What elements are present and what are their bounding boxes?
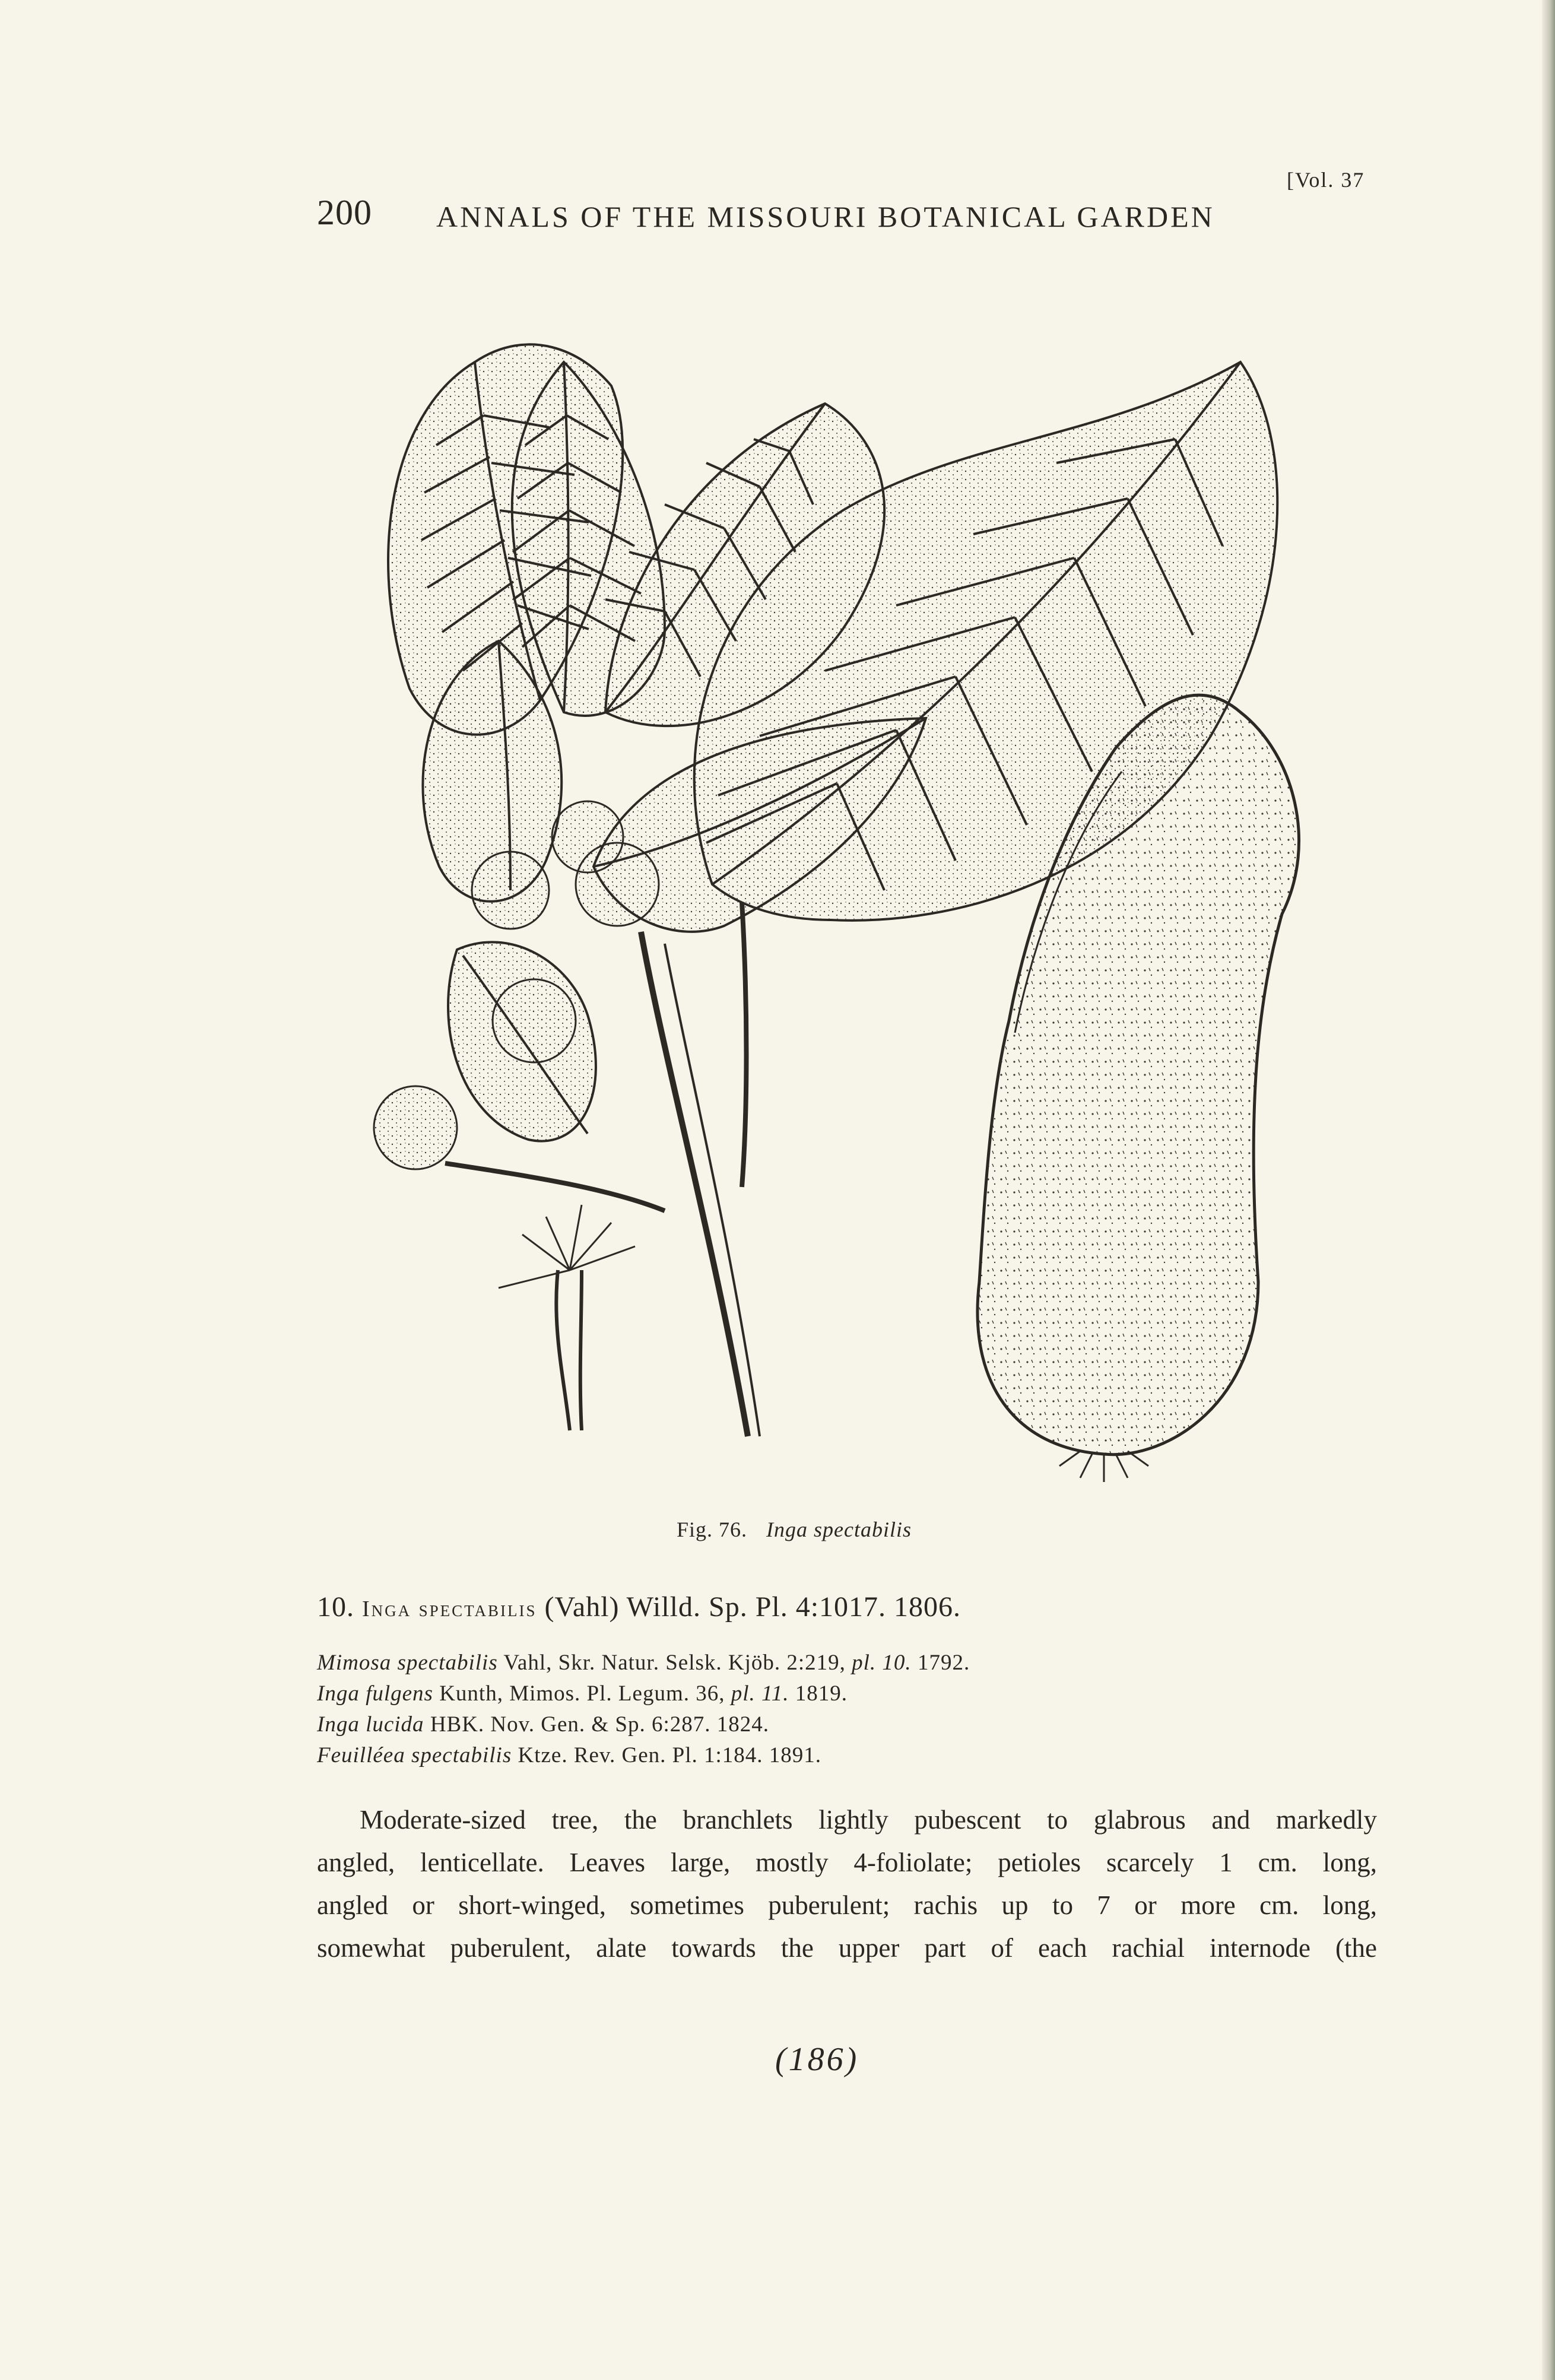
description-line: Moderate-sized tree, the branchlets lightly pubescent to glabrous and markedly (360, 1805, 1377, 1835)
synonym-year: 1819. (789, 1681, 848, 1706)
species-description (317, 1798, 1377, 1969)
running-header (0, 168, 1555, 236)
journal-title: ANNALS OF THE MISSOURI BOTANICAL GARDEN (436, 200, 1215, 233)
volume-label: [Vol. 37 (1287, 168, 1365, 192)
species-entry-heading (317, 1591, 961, 1623)
synonym-reference: Vahl, Skr. Natur. Selsk. Kjöb. 2:219, (497, 1651, 852, 1675)
entry-number: 10. (317, 1591, 354, 1623)
page-edge-shadow (1542, 0, 1555, 2380)
synonym-name: Feuilléea spectabilis (317, 1743, 512, 1767)
description-line: somewhat puberulent, alate towards the upper part of each rachial internode (the (317, 1933, 1377, 1963)
synonym-reference: Kunth, Mimos. Pl. Legum. 36, (433, 1681, 731, 1706)
figure-caption (677, 1517, 912, 1542)
entry-citation: (Vahl) Willd. Sp. Pl. 4:1017. 1806. (544, 1591, 961, 1623)
synonym-line (317, 1743, 821, 1768)
entry-species-name: Inga spectabilis (362, 1597, 537, 1621)
synonym-reference: Ktze. Rev. Gen. Pl. 1:184. 1891. (512, 1743, 822, 1767)
synonym-name: Inga fulgens (317, 1681, 433, 1706)
synonym-plate: pl. 11. (731, 1681, 789, 1706)
description-line: angled or short-winged, sometimes puberulent; rachis up to 7 or more cm. long, (317, 1890, 1377, 1920)
synonym-plate: pl. 10. (852, 1651, 912, 1675)
synonym-year: 1792. (911, 1651, 970, 1675)
synonym-line (317, 1712, 769, 1737)
synonym-line (317, 1650, 970, 1675)
figure-species: Inga spectabilis (766, 1518, 912, 1541)
page-number: 200 (317, 193, 372, 232)
synonym-name: Mimosa spectabilis (317, 1651, 498, 1675)
synonym-line (317, 1681, 848, 1706)
synonym-name: Inga lucida (317, 1712, 424, 1737)
description-line: angled, lenticellate. Leaves large, mostly 4-foliolate; petioles scarcely 1 cm. long, (317, 1848, 1377, 1877)
folio-number: (186) (775, 2041, 859, 2078)
figure-number: Fig. 76. (677, 1518, 748, 1541)
synonym-reference: HBK. Nov. Gen. & Sp. 6:287. 1824. (424, 1712, 770, 1737)
botanical-illustration (332, 261, 1335, 1502)
